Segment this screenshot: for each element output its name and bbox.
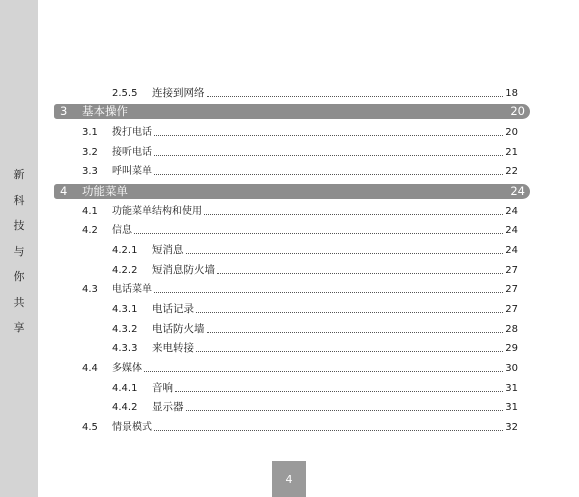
toc-entry[interactable] <box>112 263 518 278</box>
toc-entry-title: 短消息 <box>152 244 184 256</box>
toc-dot-leader <box>186 251 504 254</box>
toc-entry-title: 电话记录 <box>152 303 194 315</box>
toc-dot-leader <box>154 153 503 156</box>
toc-entry-page: 28 <box>505 324 518 335</box>
toc-entry-title: 情景模式 <box>112 422 152 433</box>
side-motto-char: 技 <box>13 219 25 232</box>
toc-entry-page: 22 <box>505 166 518 177</box>
toc-entry-title: 呼叫菜单 <box>112 166 152 177</box>
toc-dot-leader <box>196 349 503 352</box>
toc-entry[interactable] <box>82 282 518 297</box>
toc-entry-number: 4.5 <box>82 422 98 433</box>
toc-dot-leader <box>207 94 504 97</box>
toc-dot-leader <box>196 310 503 313</box>
toc-entry-title: 连接到网络 <box>152 87 205 99</box>
toc-entry-number: 4.4.2 <box>112 402 138 413</box>
toc-entry-page: 32 <box>505 422 518 433</box>
toc-entry-title: 电话防火墙 <box>152 323 205 335</box>
toc-entry-number: 4.1 <box>82 206 98 217</box>
toc-dot-leader <box>144 369 503 372</box>
toc-entry-page: 20 <box>510 104 525 118</box>
toc-entry-title: 拨打电话 <box>112 127 152 138</box>
toc-entry-number: 4.3.2 <box>112 324 138 335</box>
toc-entry-number: 4.2.1 <box>112 245 138 256</box>
page-number: 4 <box>285 472 293 486</box>
toc-dot-leader <box>175 389 503 392</box>
toc-dot-leader <box>217 271 503 274</box>
toc-entry[interactable] <box>82 420 518 435</box>
toc-entry[interactable] <box>82 125 518 140</box>
toc-entry-page: 30 <box>505 363 518 374</box>
toc-entry-page: 20 <box>505 127 518 138</box>
toc-dot-leader <box>186 408 504 411</box>
toc-entry-number: 4.2 <box>82 225 98 236</box>
toc-entry[interactable] <box>112 341 518 356</box>
toc-entry[interactable] <box>112 381 518 396</box>
toc-entry-number: 3.2 <box>82 147 98 158</box>
toc-entry-page: 29 <box>505 343 518 354</box>
toc-dot-leader <box>134 231 503 234</box>
side-motto-char: 共 <box>13 295 25 309</box>
toc-entry[interactable] <box>82 164 518 179</box>
toc-entry-page: 31 <box>505 383 518 394</box>
toc-entry-number: 4.3.1 <box>112 304 138 315</box>
toc-entry-page: 31 <box>505 402 518 413</box>
toc-entry-title: 功能菜单结构和使用 <box>112 206 202 217</box>
toc-entry[interactable] <box>112 302 518 317</box>
side-motto-char: 与 <box>13 244 25 258</box>
toc-entry-page: 24 <box>505 206 518 217</box>
toc-entry[interactable] <box>112 322 518 337</box>
toc-dot-leader <box>154 133 503 136</box>
toc-entry-title: 来电转接 <box>152 342 194 354</box>
toc-entry-page: 18 <box>505 88 518 99</box>
toc-entry-number: 4.2.2 <box>112 265 138 276</box>
toc-entry-page: 27 <box>505 304 518 315</box>
toc-entry-number: 2.5.5 <box>112 88 138 99</box>
toc-entry-number: 3.3 <box>82 166 98 177</box>
toc-entry[interactable] <box>82 204 518 219</box>
toc-entry-page: 27 <box>505 265 518 276</box>
toc-entry-number: 3 <box>60 104 68 118</box>
toc-entry[interactable] <box>112 400 518 415</box>
toc-dot-leader <box>154 290 503 293</box>
toc-entry-page: 27 <box>505 284 518 295</box>
toc-entry-page: 24 <box>510 184 525 198</box>
toc-entry[interactable] <box>112 243 518 258</box>
toc-entry-title: 功能菜单 <box>82 184 128 198</box>
page-number-badge <box>272 461 306 497</box>
toc-entry-title: 音响 <box>152 382 173 394</box>
toc-chapter-bar[interactable] <box>54 184 530 199</box>
toc-entry[interactable] <box>82 223 518 238</box>
toc-entry-title: 基本操作 <box>82 104 128 118</box>
toc-entry-title: 短消息防火墙 <box>152 264 215 276</box>
toc-entry-number: 4 <box>60 184 68 198</box>
toc-entry-title: 接听电话 <box>112 147 152 158</box>
side-motto-char: 享 <box>13 321 25 334</box>
toc-entry-page: 21 <box>505 147 518 158</box>
toc-entry-number: 4.3 <box>82 284 98 295</box>
toc-dot-leader <box>154 172 503 175</box>
toc-entry-number: 4.3.3 <box>112 343 138 354</box>
toc-dot-leader <box>204 212 503 215</box>
toc-entry[interactable] <box>112 86 518 101</box>
toc-entry-number: 3.1 <box>82 127 98 138</box>
toc-entry-title: 多媒体 <box>112 363 142 374</box>
side-motto-char: 你 <box>13 270 25 283</box>
toc-entry-title: 信息 <box>112 225 132 236</box>
toc-dot-leader <box>154 428 503 431</box>
toc-entry[interactable] <box>82 361 518 376</box>
toc-chapter-bar[interactable] <box>54 104 530 119</box>
toc-entry-number: 4.4.1 <box>112 383 138 394</box>
toc-entry-number: 4.4 <box>82 363 98 374</box>
side-motto-char: 科 <box>13 193 25 207</box>
toc-entry-title: 显示器 <box>152 401 184 413</box>
toc-entry[interactable] <box>82 145 518 160</box>
toc-entry-page: 24 <box>505 245 518 256</box>
toc-entry-page: 24 <box>505 225 518 236</box>
toc-dot-leader <box>207 330 504 333</box>
toc-entry-title: 电话菜单 <box>112 284 152 295</box>
side-motto-char: 新 <box>13 168 25 181</box>
